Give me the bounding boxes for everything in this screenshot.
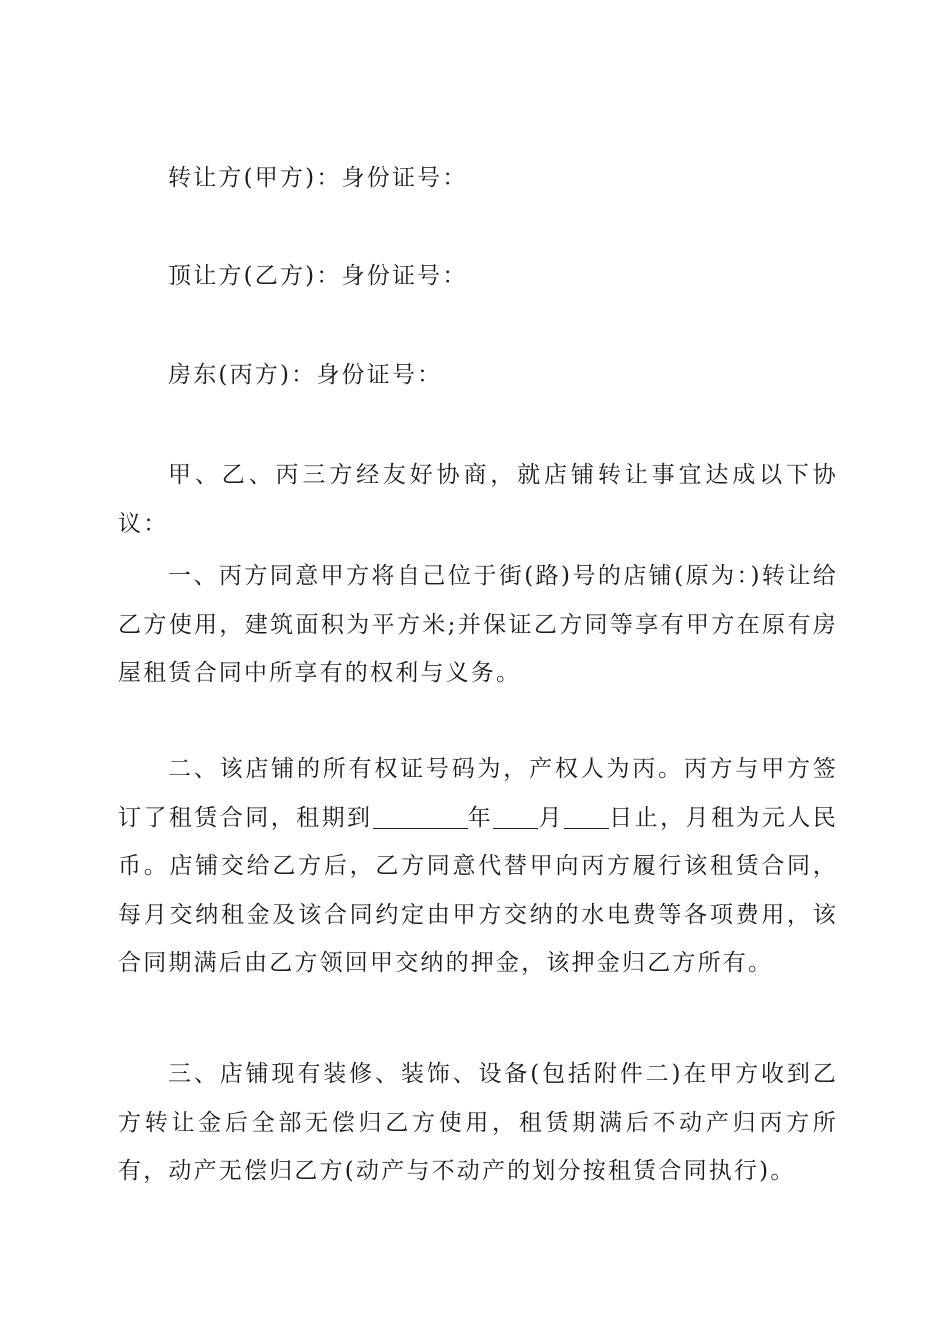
- year-blank: [373, 804, 468, 829]
- landlord-line: 房东(丙方)：身份证号：: [168, 362, 443, 388]
- month-label: 月: [538, 804, 564, 831]
- clause-2-part1: 二、该店铺的所有权证号码为，产权人为丙。丙方与甲方签订了租赁合同，租期到: [118, 756, 838, 831]
- transferee-line: 顶让方(乙方)：身份证号：: [168, 263, 468, 289]
- clause-1-paragraph: 一、丙方同意甲方将自己位于街(路)号的店铺(原为：)转让给乙方使用，建筑面积为平方米;并保证乙方同等享有甲方在原有房屋租赁合同中所享有的权利与义务。: [118, 563, 838, 686]
- clause-2-paragraph: [118, 745, 838, 988]
- preamble-paragraph: 甲、乙、丙三方经友好协商，就店铺转让事宜达成以下协议：: [118, 462, 838, 537]
- year-label: 年: [467, 804, 494, 831]
- day-blank: [564, 804, 609, 829]
- clause-3-paragraph: 三、店铺现有装修、装饰、设备(包括附件二)在甲方收到乙方转让金后全部无偿归乙方使用，租赁期满后不动产归丙方所有，动产无偿归乙方(动产与不动产的划分按租赁合同执行)。: [118, 1061, 838, 1184]
- clause-2-rest: 日止，月租为元人民币。店铺交给乙方后，乙方同意代替甲向丙方履行该租赁合同，每月交纳租金及该合同约定由甲方交纳的水电费等各项费用，该合同期满后由乙方领回甲交纳的押金，该押金归乙方所有。: [118, 804, 838, 976]
- transferor-line: 转让方(甲方)：身份证号：: [168, 165, 468, 191]
- month-blank: [493, 804, 538, 829]
